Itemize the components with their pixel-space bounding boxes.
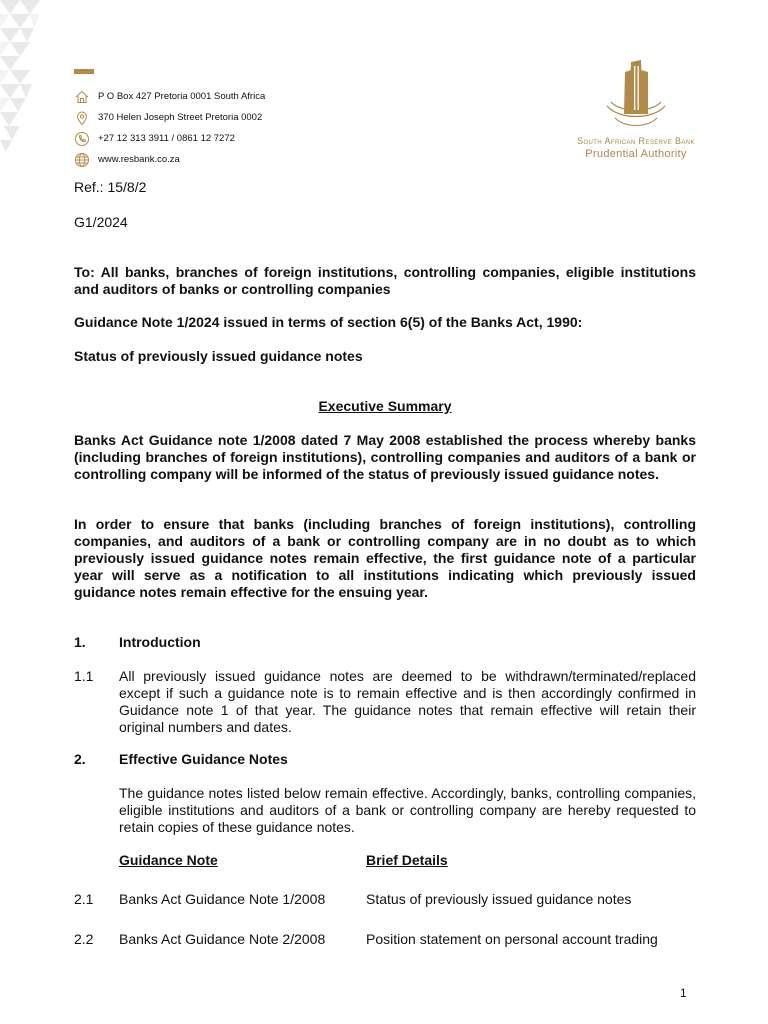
home-icon <box>74 89 90 105</box>
summary-paragraph-2: In order to ensure that banks (including branches of foreign institutions), controlling companies, and auditors of a bank or controlling company are in no doubt as to which previously issued guidance notes remain effective, the first guidance note of a particular year will serve as a notification to all institutions indicating which previously issued guidance notes remain effective for the ensuing year. <box>74 516 696 600</box>
postal-address: P O Box 427 Pretoria 0001 South Africa <box>98 91 266 102</box>
section-1-title: Introduction <box>119 634 201 650</box>
table-row-details: Position statement on personal account trading <box>366 931 658 947</box>
table-row-note: Banks Act Guidance Note 2/2008 <box>119 931 326 947</box>
section-2-text: The guidance notes listed below remain effective. Accordingly, banks, controlling companies, eligible institutions and auditors of a bank or controlling company are hereby requested to retain copies of these guidance notes. <box>119 785 696 835</box>
document-subject: Status of previously issued guidance notes <box>74 348 363 364</box>
street-address: 370 Helen Joseph Street Pretoria 0002 <box>98 112 263 123</box>
page-number: 1 <box>680 986 687 1000</box>
table-row-number: 2.1 <box>74 891 94 907</box>
website-link[interactable]: www.resbank.co.za <box>98 154 180 165</box>
document-title: Guidance Note 1/2024 issued in terms of section 6(5) of the Banks Act, 1990: <box>74 314 583 330</box>
phone-number: +27 12 313 3911 / 0861 12 7272 <box>98 133 235 144</box>
org-subtitle: Prudential Authority <box>585 148 687 160</box>
section-1-1-text: All previously issued guidance notes are deemed to be withdrawn/terminated/replaced except if such a guidance note is to remain effective and is then accordingly confirmed in Guidance note 1 of that year. The guidance notes that remain effective will retain their original numbers and dates. <box>119 668 696 735</box>
sarb-logo <box>566 58 706 160</box>
section-2-title: Effective Guidance Notes <box>119 751 288 767</box>
table-row-note: Banks Act Guidance Note 1/2008 <box>119 891 326 907</box>
contact-block <box>74 86 265 170</box>
section-1-1-number: 1.1 <box>74 668 94 684</box>
website-row <box>74 149 265 170</box>
location-pin-icon <box>74 110 90 126</box>
executive-summary-heading: Executive Summary <box>318 398 452 414</box>
accent-bar <box>74 69 94 74</box>
reference-number: Ref.: 15/8/2 <box>74 179 147 195</box>
addressee: To: All banks, branches of foreign institutions, controlling companies, eligible institutions and auditors of banks or controlling companies <box>74 264 696 297</box>
section-1-number: 1. <box>74 634 86 650</box>
table-row-details: Status of previously issued guidance notes <box>366 891 632 907</box>
phone-row <box>74 128 265 149</box>
section-2-number: 2. <box>74 751 86 767</box>
decorative-pattern <box>0 0 40 160</box>
summary-paragraph-1: Banks Act Guidance note 1/2008 dated 7 May 2008 established the process whereby banks (including branches of foreign institutions), controlling companies and auditors of a bank or controlling company will be informed of the status of previously issued guidance notes. <box>74 432 696 482</box>
sarb-building-emblem-icon <box>601 58 671 132</box>
street-address-row <box>74 107 265 128</box>
phone-icon <box>74 131 90 147</box>
globe-icon <box>74 152 90 168</box>
postal-address-row <box>74 86 265 107</box>
table-row-number: 2.2 <box>74 931 94 947</box>
document-code: G1/2024 <box>74 214 128 230</box>
table-header-guidance-note: Guidance Note <box>119 852 218 868</box>
org-name: South African Reserve Bank <box>577 136 695 146</box>
table-header-brief-details: Brief Details <box>366 852 448 868</box>
